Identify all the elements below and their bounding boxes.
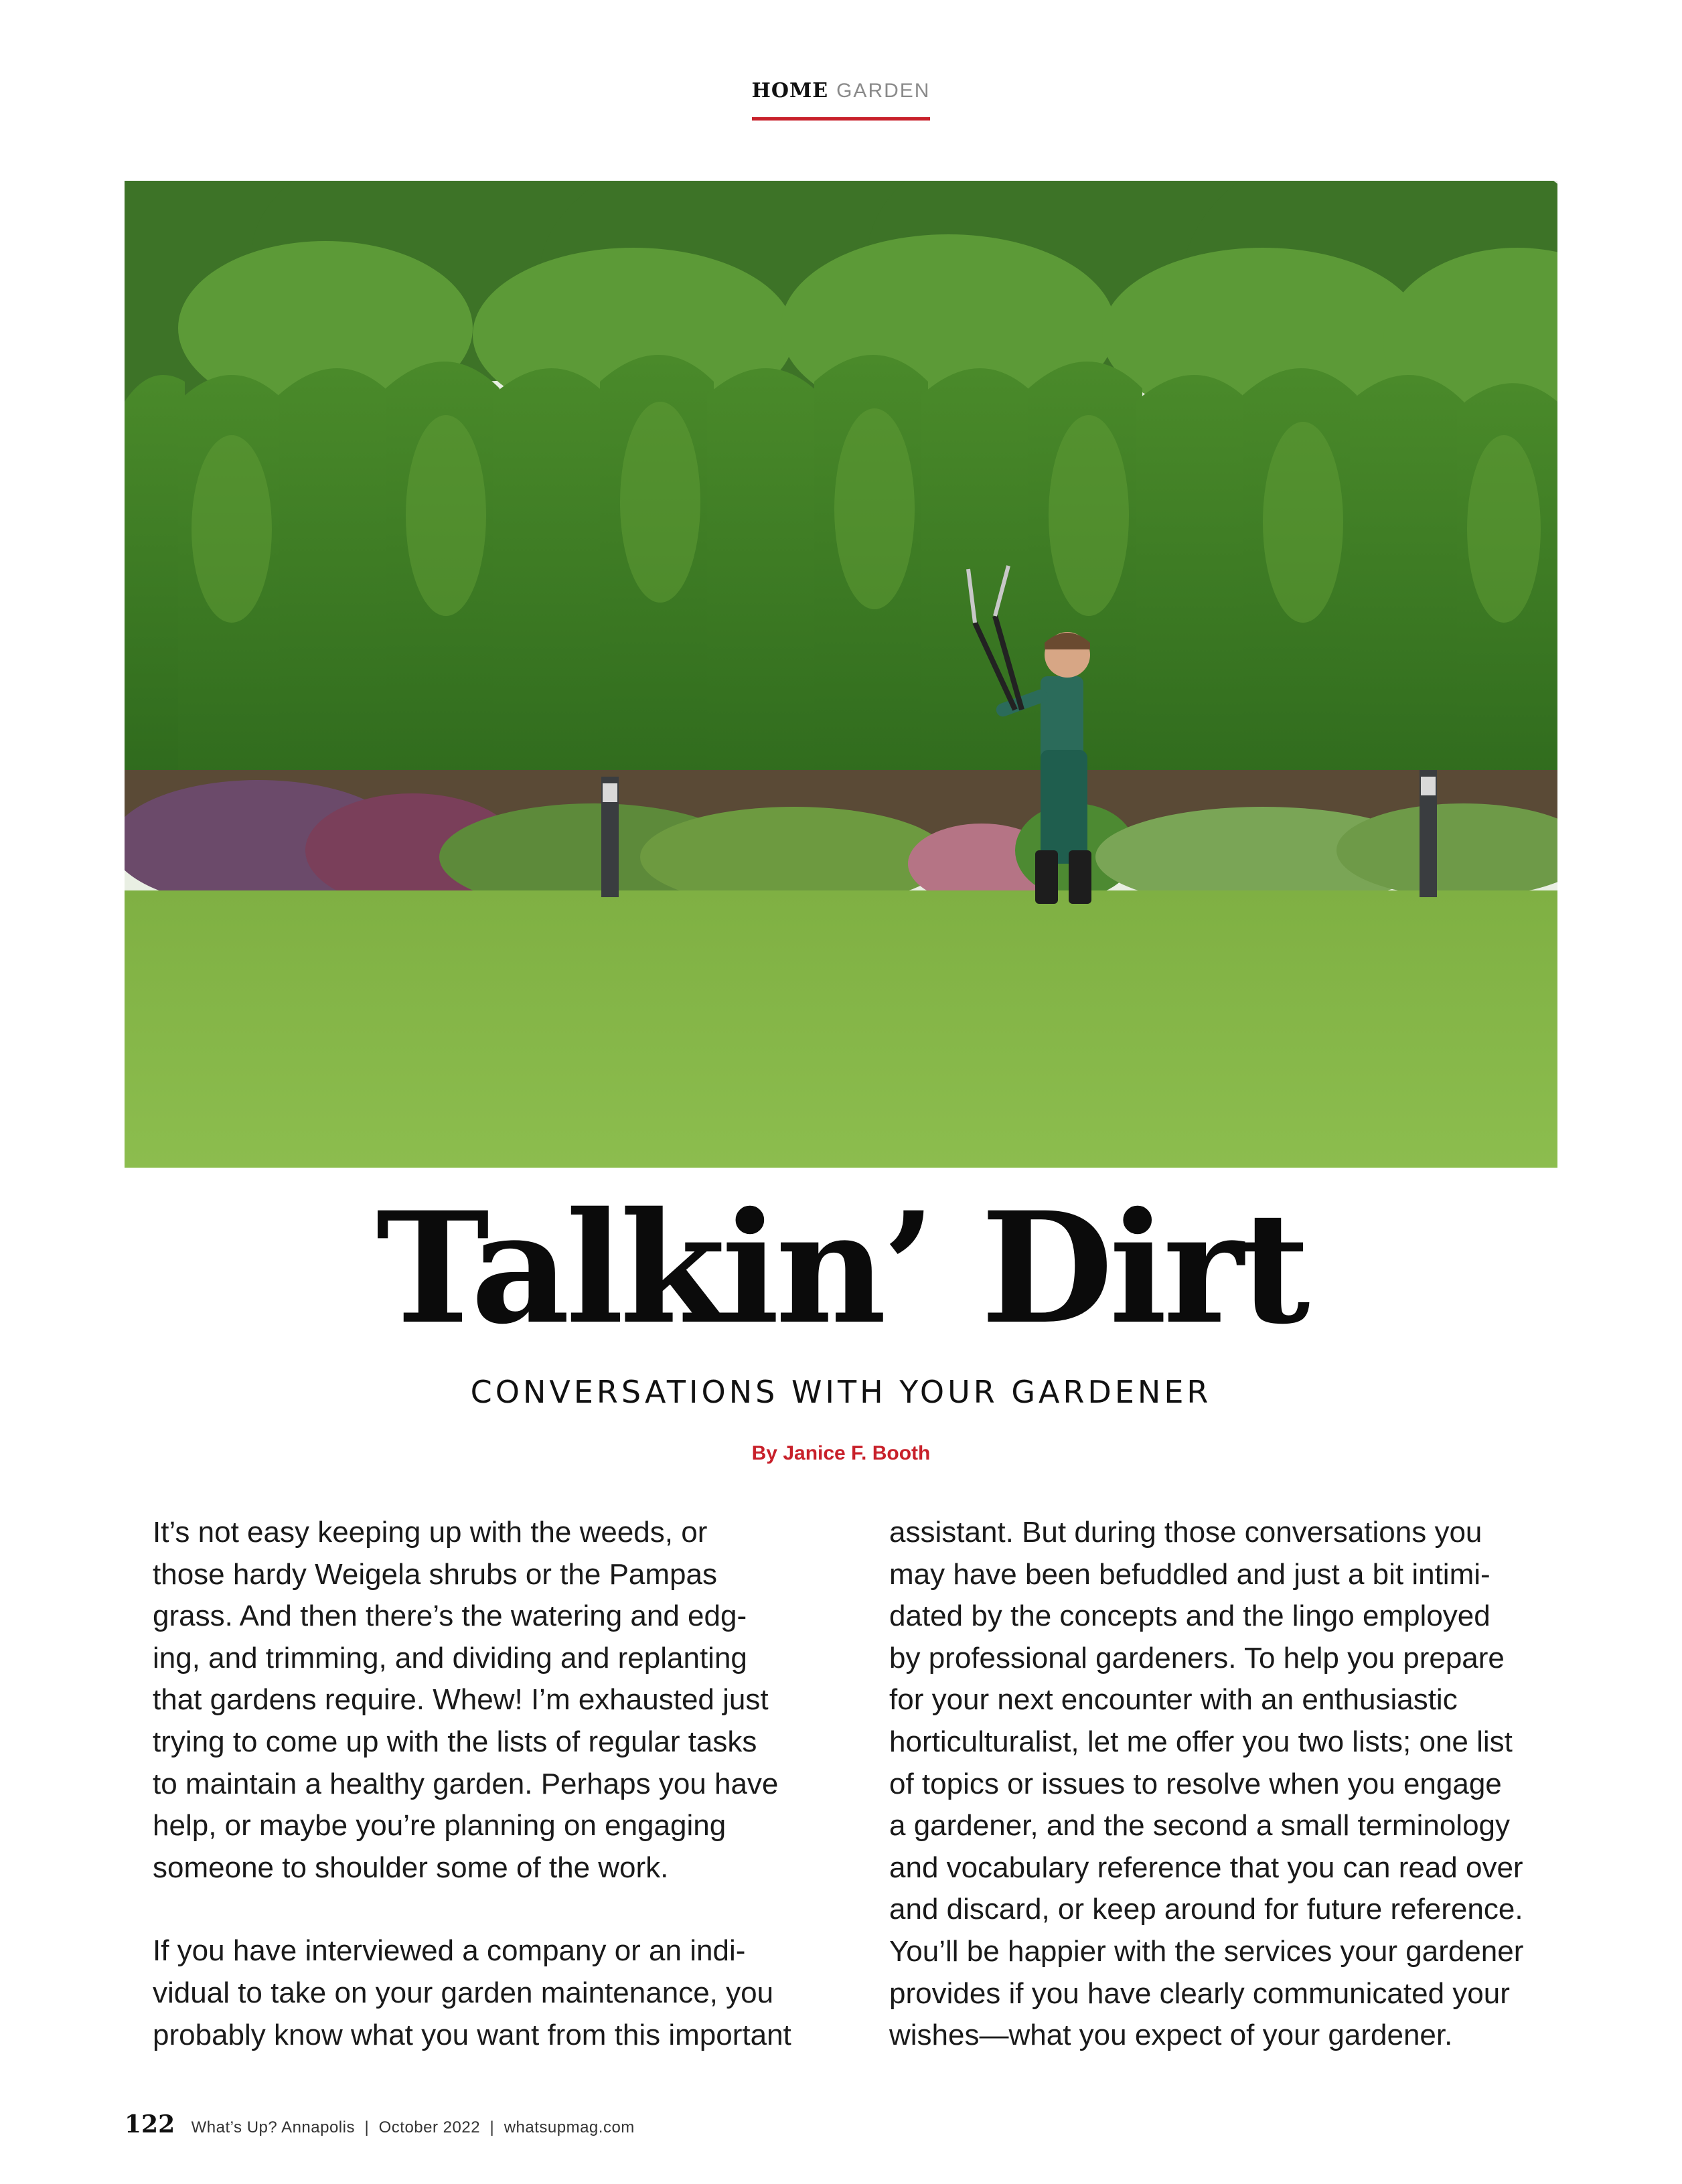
body-line: to maintain a healthy garden. Perhaps you have — [153, 1767, 779, 1800]
body-line: by professional gardeners. To help you prepare — [889, 1641, 1505, 1674]
body-column-left — [153, 1512, 816, 2098]
article-subtitle: CONVERSATIONS WITH YOUR GARDENER — [470, 1374, 1212, 1410]
hero-photo-illustration — [125, 181, 1557, 1168]
body-line: those hardy Weigela shrubs or the Pampas — [153, 1557, 717, 1591]
body-line: It’s not easy keeping up with the weeds, or — [153, 1516, 708, 1549]
body-line: probably know what you want from this important — [153, 2018, 791, 2051]
body-line: wishes—what you expect of your gardener. — [889, 2019, 1453, 2052]
body-line: for your next encounter with an enthusiastic — [889, 1683, 1458, 1717]
section-tag-home: HOME — [751, 79, 829, 102]
footer-publication: What’s Up? Annapolis — [191, 2118, 355, 2136]
body-line: trying to come up with the lists of regular tasks — [153, 1725, 757, 1758]
footer-separator: | — [364, 2118, 370, 2136]
body-line: provides if you have clearly communicated your — [889, 1976, 1510, 2010]
page-number: 122 — [125, 2110, 175, 2138]
body-line: and vocabulary reference that you can read over — [889, 1851, 1523, 1884]
article-title: Talkin’ Dirt — [376, 1178, 1306, 1358]
body-line: vidual to take on your garden maintenance, you — [153, 1976, 774, 2009]
body-line: grass. And then there’s the watering and edg- — [153, 1600, 747, 1633]
body-paragraph — [153, 1930, 816, 2056]
body-paragraph — [889, 1512, 1552, 2057]
body-line: ing, and trimming, and dividing and replanting — [153, 1641, 747, 1674]
footer-issue: October 2022 — [378, 2118, 481, 2136]
body-line: If you have interviewed a company or an indi- — [153, 1934, 746, 1968]
body-paragraph — [153, 1512, 816, 1889]
body-line: of topics or issues to resolve when you engage — [889, 1767, 1502, 1800]
body-line: assistant. But during those conversations you — [889, 1516, 1482, 1549]
body-line: that gardens require. Whew! I’m exhausted just — [153, 1683, 769, 1717]
body-line: someone to shoulder some of the work. — [153, 1851, 669, 1884]
body-line: a gardener, and the second a small terminology — [889, 1809, 1511, 1843]
footer-separator: | — [489, 2118, 495, 2136]
section-tag-garden: GARDEN — [836, 80, 931, 102]
body-line: may have been befuddled and just a bit intimi- — [889, 1557, 1490, 1591]
section-tag — [0, 79, 1682, 121]
article-byline: By Janice F. Booth — [751, 1442, 931, 1464]
body-line: horticulturalist, let me offer you two lists; one list — [889, 1725, 1513, 1758]
page-footer — [125, 2110, 635, 2138]
body-line: help, or maybe you’re planning on engaging — [153, 1809, 727, 1843]
body-line: dated by the concepts and the lingo employed — [889, 1600, 1490, 1633]
body-line: You’ll be happier with the services your gardener — [889, 1934, 1524, 1968]
footer-website: whatsupmag.com — [504, 2118, 635, 2136]
section-tag-underline — [752, 79, 931, 121]
body-line: and discard, or keep around for future reference. — [889, 1893, 1523, 1926]
body-column-right — [889, 1512, 1552, 2098]
hero-photo — [125, 181, 1557, 1168]
